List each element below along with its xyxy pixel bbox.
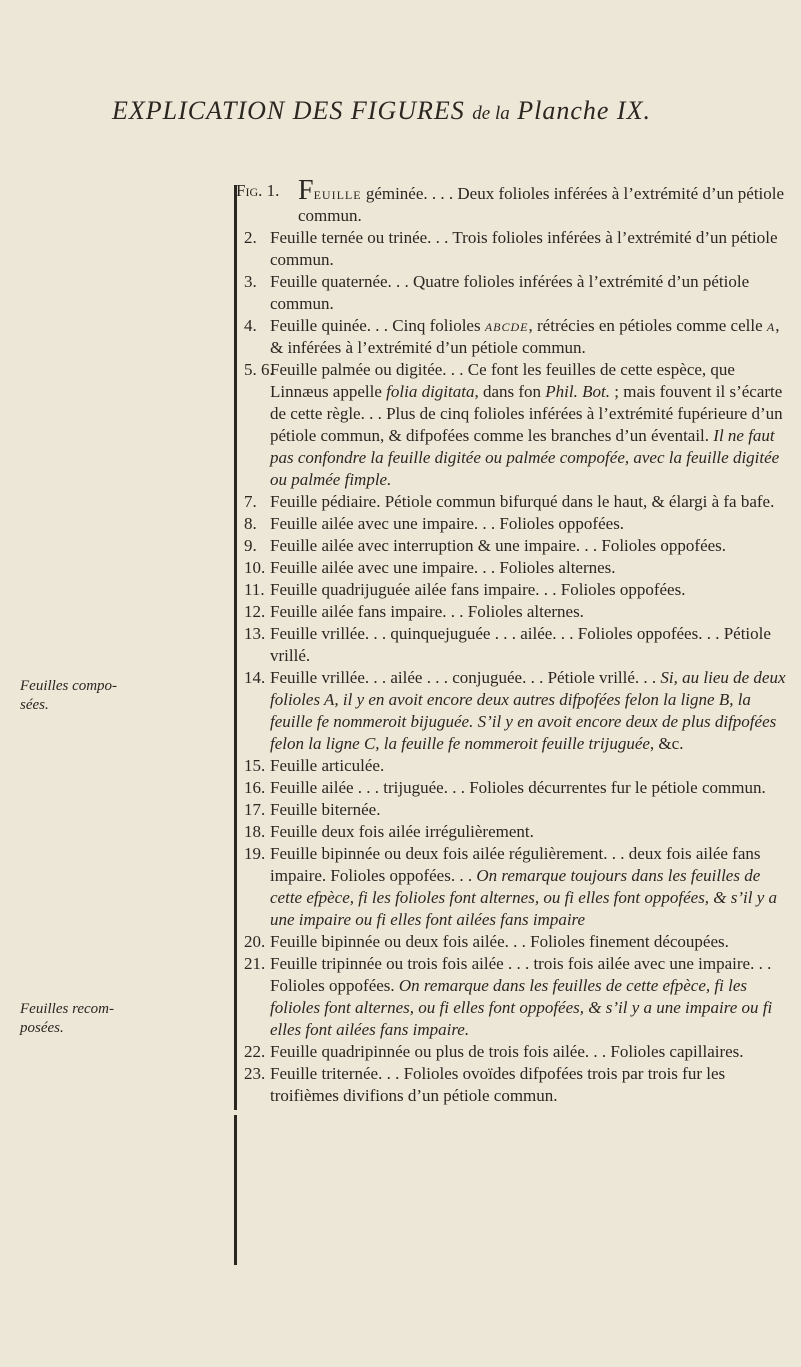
list-item [236, 491, 788, 513]
entry-text: Feuille ailée fans impaire. . . Folioles alternes. [270, 602, 584, 621]
figure-number: 11. [244, 580, 265, 599]
figure-number: 15. [244, 756, 266, 775]
entry-italic: Si, au lieu de deux folioles A, il y en avoit encore deux autres difpofées felon la ligne B, la feuille fe nommeroit bijuguée. S’il y en avoit encore deux de plus difpofées felon la ligne C, la feuille fe nommeroit feuille trijuguée [270, 668, 786, 753]
list-item [236, 535, 788, 557]
figure-number: 10. [244, 558, 266, 577]
title-main: EXPLICATION DES FIGURES [112, 96, 465, 125]
figure-number: 12. [244, 602, 266, 621]
list-item [236, 315, 788, 359]
entry-text: Feuille tripinnée ou trois fois ailée . . . trois fois ailée avec une impaire. . . Folioles oppofées. [270, 954, 772, 995]
figure-number: 2. [244, 228, 257, 247]
entry-text: Feuille pédiaire. Pétiole commun bifurqué dans le haut, & élargi à fa bafe. [270, 492, 775, 511]
list-item [236, 227, 788, 271]
list-item [236, 601, 788, 623]
entry-lead-word: euille [313, 184, 362, 203]
entry-text: Feuille ailée avec interruption & une impaire. . . Folioles oppofées. [270, 536, 727, 555]
list-item [236, 557, 788, 579]
figure-number: 18. [244, 822, 266, 841]
entry-text: , & inférées à l’extrémité d’un pétiole commun. [270, 316, 780, 357]
figure-number: 21. [244, 954, 266, 973]
list-item [236, 579, 788, 601]
figure-explanations [236, 175, 788, 1107]
list-item [236, 821, 788, 843]
entry-text: Feuille quadripinnée ou plus de trois fois ailée. . . Folioles capillaires. [270, 1042, 744, 1061]
entry-text: Feuille quaternée. . . Quatre folioles inférées à l’extrémité d’un pétiole commun. [270, 272, 750, 313]
entry-text: Feuille ailée . . . trijuguée. . . Folioles décurrentes fur le pétiole commun. [270, 778, 766, 797]
page-title [112, 96, 732, 126]
entry-italic: Il ne faut pas confondre la feuille digitée ou palmée compofée, avec la feuille digitée ou palmée fimple. [270, 426, 780, 489]
entry-text: Feuille articulée. [270, 756, 385, 775]
entry-text: Feuille deux fois ailée irrégulièrement. [270, 822, 534, 841]
entry-text: Feuille bipinnée ou deux fois ailée. . . Folioles finement découpées. [270, 932, 729, 951]
entry-italic: On remarque dans les feuilles de cette efpèce, fi les folioles font alternes, ou fi elles font oppofées, & s’il y a une impaire ou fi elles font ailées fans impaire. [270, 976, 773, 1039]
figure-number: 14. [244, 668, 266, 687]
figure-number: 5. 6. [244, 360, 274, 379]
entry-italic: Phil. Bot. [545, 382, 610, 401]
entry-text: géminée. . . . Deux folioles inférées à l’extrémité d’un pétiole commun. [298, 184, 785, 225]
entry-text: Feuille vrillée. . . quinquejuguée . . . ailée. . . Folioles oppofées. . . Pétiole vrillé. [270, 624, 771, 665]
figure-number: 4. [244, 316, 257, 335]
list-item [236, 667, 788, 755]
entry-letters: abcde [484, 316, 529, 335]
list-item [236, 931, 788, 953]
title-de-la: de la [472, 103, 510, 124]
list-item [236, 623, 788, 667]
title-plate: Planche IX. [517, 96, 651, 125]
list-item [236, 799, 788, 821]
figure-number: 7. [244, 492, 257, 511]
entry-text: Feuille quinée. . . Cinq folioles [270, 316, 485, 335]
figure-number: 9. [244, 536, 257, 555]
entry-text: Feuille ailée avec une impaire. . . Folioles alternes. [270, 558, 616, 577]
entry-text: Feuille bipinnée ou deux fois ailée régulièrement. . . deux fois ailée fans impaire. Folioles oppofées. . . [270, 844, 761, 885]
figure-number: 22. [244, 1042, 266, 1061]
entry-text: Feuille quadrijuguée ailée fans impaire. . . Folioles oppofées. [270, 580, 686, 599]
sidenote-composees: Feuilles compo- sées. [20, 678, 118, 713]
figure-number: Fig. 1. [236, 181, 280, 200]
list-item [236, 755, 788, 777]
figure-number: 13. [244, 624, 266, 643]
entry-text: , &c. [649, 734, 684, 753]
figure-number: 8. [244, 514, 257, 533]
figure-number: 19. [244, 844, 266, 863]
list-item [236, 953, 788, 1041]
sidenote-recomposees: Feuilles recom- posées. [20, 1001, 114, 1036]
list-item [236, 1063, 788, 1107]
entry-text: Feuille vrillée. . . ailée . . . conjuguée. . . Pétiole vrillé. . . [270, 668, 661, 687]
drop-letter: F [298, 175, 314, 206]
entry-text: , rétrécies en pétioles comme celle [528, 316, 767, 335]
entry-text: ; mais fouvent il s’écarte de cette règle. . . Plus de cinq folioles inférées à l’extrémité fupérieure d’un pétiole commun, & difpofées comme les branches d’un éventail. [270, 382, 783, 445]
figure-number: 17. [244, 800, 266, 819]
figure-number: 23. [244, 1064, 266, 1083]
entry-italic: On remarque toujours dans les feuilles de cette efpèce, fi les folioles font alternes, ou fi elles font oppofées, & s’il y a une impaire ou fi elles font ailées fans impaire [270, 866, 778, 929]
figure-number: 16. [244, 778, 266, 797]
entry-text: Feuille biternée. [270, 800, 381, 819]
figure-number: 3. [244, 272, 257, 291]
bracket-recomposees [232, 1115, 238, 1265]
list-item [236, 175, 788, 227]
list-item [236, 359, 788, 491]
entry-letters: a [766, 316, 776, 335]
list-item [236, 513, 788, 535]
list-item [236, 271, 788, 315]
entry-text: Feuille palmée ou digitée. . . Ce font les feuilles de cette espèce, que Linnæus appelle [270, 360, 735, 401]
entry-italic: folia digitata [386, 382, 475, 401]
entry-text: , dans fon [474, 382, 546, 401]
entry-text: Feuille triternée. . . Folioles ovoïdes difpofées trois par trois fur les troifièmes divifions d’un pétiole commun. [270, 1064, 726, 1105]
figure-number: 20. [244, 932, 266, 951]
entry-text: Feuille ternée ou trinée. . . Trois folioles inférées à l’extrémité d’un pétiole commun. [270, 228, 778, 269]
list-item [236, 843, 788, 931]
entry-text: Feuille ailée avec une impaire. . . Folioles oppofées. [270, 514, 625, 533]
list-item [236, 777, 788, 799]
list-item [236, 1041, 788, 1063]
